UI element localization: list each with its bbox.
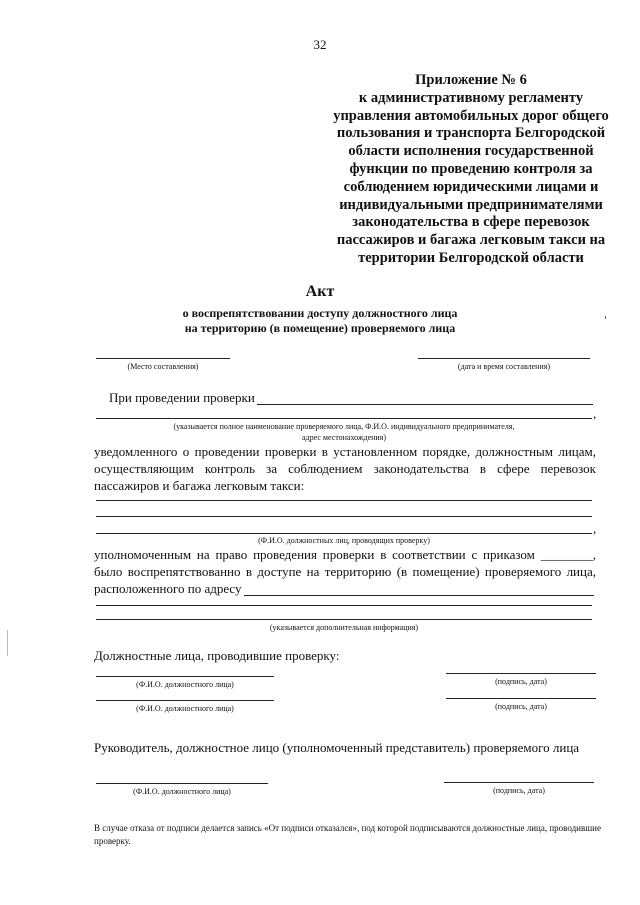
- official-name-line[interactable]: [96, 783, 268, 784]
- annex-line: соблюдением юридическими лицами и: [343, 178, 599, 195]
- scan-mark: [605, 316, 606, 319]
- extra-field-line[interactable]: [96, 605, 592, 606]
- place-field-line[interactable]: [96, 358, 230, 359]
- entity-caption: адрес местонахождения): [301, 433, 387, 442]
- scan-mark: [7, 630, 8, 656]
- officials-field-line[interactable]: [96, 500, 592, 501]
- officials-field-line[interactable]: [96, 533, 592, 534]
- inspection-field-line[interactable]: [257, 404, 593, 405]
- annex-line: области исполнения государственной: [348, 143, 594, 160]
- signature-line[interactable]: [446, 698, 596, 699]
- extra-field-line[interactable]: [96, 619, 592, 620]
- entity-field-line[interactable]: [96, 418, 592, 419]
- address-label: расположенного по адресу: [94, 581, 242, 596]
- signature-line[interactable]: [446, 673, 596, 674]
- head-heading: Руководитель, должностное лицо (уполномоченный представитель) проверяемого лица: [94, 740, 580, 755]
- annex-line: к административному регламенту: [358, 89, 584, 106]
- notified-text: уведомленного о проведении проверки в установленном порядке, должностным лицам,: [94, 444, 596, 459]
- footnote: В случае отказа от подписи делается запись «От подписи отказался», под которой подписываются должностные лица, проводившие проверку.: [94, 823, 601, 846]
- signature-caption: (подпись, дата): [495, 677, 547, 686]
- annex-line: территории Белгородской области: [358, 249, 584, 266]
- signature-caption: (подпись, дата): [493, 786, 545, 795]
- act-subtitle: [0, 306, 640, 336]
- officials-caption: (Ф.И.О. должностных лиц, проводящих проверку): [258, 536, 430, 545]
- official-name-line[interactable]: [96, 700, 274, 701]
- inspection-label: При проведении проверки: [109, 390, 255, 405]
- entity-caption: (указывается полное наименование проверяемого лица, Ф.И.О. индивидуального предпринимателя,: [173, 422, 515, 431]
- extra-caption: (указывается дополнительная информация): [269, 623, 419, 632]
- annex-line: законодательства в сфере перевозок: [352, 214, 590, 231]
- official-name-caption: (Ф.И.О. должностного лица): [133, 787, 231, 796]
- official-name-line[interactable]: [96, 676, 274, 677]
- comma: ,: [593, 406, 597, 421]
- page-number: 32: [313, 37, 327, 52]
- signature-caption: (подпись, дата): [495, 702, 547, 711]
- date-field-line[interactable]: [418, 358, 590, 359]
- annex-line: индивидуальными предпринимателями: [339, 196, 603, 213]
- place-caption: (Место составления): [127, 362, 199, 371]
- act-subtitle-line: о воспрепятствовании доступу должностного лица: [182, 306, 458, 320]
- act-title: Акт: [305, 283, 335, 300]
- annex-line: управления автомобильных дорог общего: [333, 107, 609, 124]
- comma: ,: [593, 521, 597, 536]
- date-caption: (дата и время составления): [457, 362, 551, 371]
- official-name-caption: (Ф.И.О. должностного лица): [136, 680, 234, 689]
- authorized-text: было воспрепятствованно в доступе на территорию (в помещение) проверяемого лица,: [94, 564, 596, 579]
- annex-line: функции по проведению контроля за: [349, 160, 593, 177]
- authorized-text: уполномоченным на право проведения проверки в соответствии с приказом ________,: [94, 547, 596, 562]
- officials-heading: Должностные лица, проводившие проверку:: [94, 648, 340, 663]
- notified-text: пассажиров и багажа легковым такси:: [94, 478, 305, 493]
- officials-field-line[interactable]: [96, 516, 592, 517]
- official-name-caption: (Ф.И.О. должностного лица): [136, 704, 234, 713]
- annex-heading: [326, 72, 616, 268]
- annex-line: Приложение № 6: [415, 72, 527, 88]
- act-subtitle-line: на территорию (в помещение) проверяемого лица: [184, 321, 456, 335]
- address-field-line[interactable]: [244, 595, 594, 596]
- annex-line: пользования и транспорта Белгородской: [336, 125, 606, 142]
- notified-text: осуществляющим контроль за соблюдением законодательства в сфере перевозок: [94, 461, 596, 476]
- signature-line[interactable]: [444, 782, 594, 783]
- annex-line: пассажиров и багажа легковым такси на: [336, 232, 606, 249]
